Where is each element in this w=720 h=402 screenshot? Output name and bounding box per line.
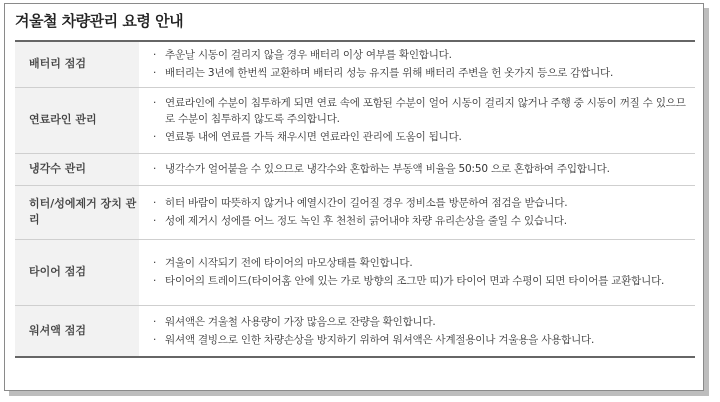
bullet: · bbox=[153, 257, 157, 269]
bullet: · bbox=[153, 67, 157, 80]
list-item bbox=[153, 213, 687, 229]
item-text: 성에 제거시 성에를 어느 정도 녹인 후 천천히 긁어내야 차량 유리손상을 줄일 수 있습니다. bbox=[165, 215, 567, 227]
item-text: 연료라인에 수분이 침투하게 되면 연료 속에 포함된 수분이 얼어 시동이 걸리지 않거나 주행 중 시동이 꺼질 수 있으므로 수분이 침투하지 않도록 주의합니다. bbox=[165, 97, 686, 125]
table-row bbox=[15, 185, 695, 239]
item-text: 추운날 시동이 걸리지 않을 경우 배터리 이상 여부를 확인합니다. bbox=[165, 49, 452, 62]
item-text: 겨울이 시작되기 전에 타이어의 마모상태를 확인합니다. bbox=[165, 257, 413, 269]
category-cell: 워셔액 점검 bbox=[15, 305, 139, 357]
table-row bbox=[15, 239, 695, 305]
bullet: · bbox=[153, 97, 157, 109]
category-cell: 냉각수 관리 bbox=[15, 153, 139, 185]
description-cell bbox=[139, 185, 695, 239]
list-item bbox=[153, 161, 687, 177]
description-cell bbox=[139, 239, 695, 305]
bullet: · bbox=[153, 131, 157, 143]
description-cell bbox=[139, 153, 695, 185]
table-row bbox=[15, 305, 695, 357]
item-text: 워셔액은 겨울철 사용량이 가장 많음으로 잔량을 확인합니다. bbox=[165, 315, 436, 328]
item-text: 연료통 내에 연료를 가득 채우시면 연료라인 관리에 도움이 됩니다. bbox=[165, 131, 462, 143]
description-cell bbox=[139, 305, 695, 357]
category-cell: 히터/성에제거 장치 관리 bbox=[15, 185, 139, 239]
item-text: 히터 바람이 따뜻하지 않거나 예열시간이 길어질 경우 정비소를 방문하여 점검을 받습니다. bbox=[165, 197, 568, 209]
description-cell bbox=[139, 41, 695, 87]
guide-panel bbox=[4, 3, 704, 391]
bullet: · bbox=[153, 197, 157, 209]
list-item bbox=[153, 314, 687, 330]
list-item bbox=[153, 332, 687, 348]
category-cell: 배터리 점검 bbox=[15, 41, 139, 87]
table-row bbox=[15, 153, 695, 185]
list-item bbox=[153, 195, 687, 211]
bullet: · bbox=[153, 333, 157, 346]
item-text: 냉각수가 얼어붙을 수 있으므로 냉각수와 혼합하는 부동액 비율을 50:50 으로 혼합하여 주입합니다. bbox=[165, 163, 610, 175]
category-cell: 타이어 점검 bbox=[15, 239, 139, 305]
bullet: · bbox=[153, 163, 157, 175]
page-title: 겨울철 차량관리 요령 안내 bbox=[15, 12, 184, 30]
table-row bbox=[15, 87, 695, 153]
list-item bbox=[153, 95, 687, 127]
bullet: · bbox=[153, 275, 157, 287]
item-text: 타이어의 트레이드(타이어홈 안에 있는 가로 방향의 조그만 띠)가 타이어 면과 수평이 되면 타이어를 교환합니다. bbox=[165, 275, 665, 287]
list-item bbox=[153, 65, 687, 81]
bullet: · bbox=[153, 49, 157, 62]
list-item bbox=[153, 47, 687, 63]
category-cell: 연료라인 관리 bbox=[15, 87, 139, 153]
maintenance-table bbox=[15, 40, 695, 358]
item-text: 배터리는 3년에 한번씩 교환하며 배터리 성능 유지를 위해 배터리 주변을 헌 옷가지 등으로 감쌉니다. bbox=[165, 67, 614, 80]
list-item bbox=[153, 255, 687, 271]
description-cell bbox=[139, 87, 695, 153]
list-item bbox=[153, 129, 687, 145]
list-item bbox=[153, 273, 687, 289]
item-text: 워셔액 결빙으로 인한 차량손상을 방지하기 위하여 워셔액은 사계절용이나 겨울용을 사용합니다. bbox=[165, 333, 595, 346]
bullet: · bbox=[153, 215, 157, 227]
bullet: · bbox=[153, 315, 157, 328]
table-row bbox=[15, 41, 695, 87]
